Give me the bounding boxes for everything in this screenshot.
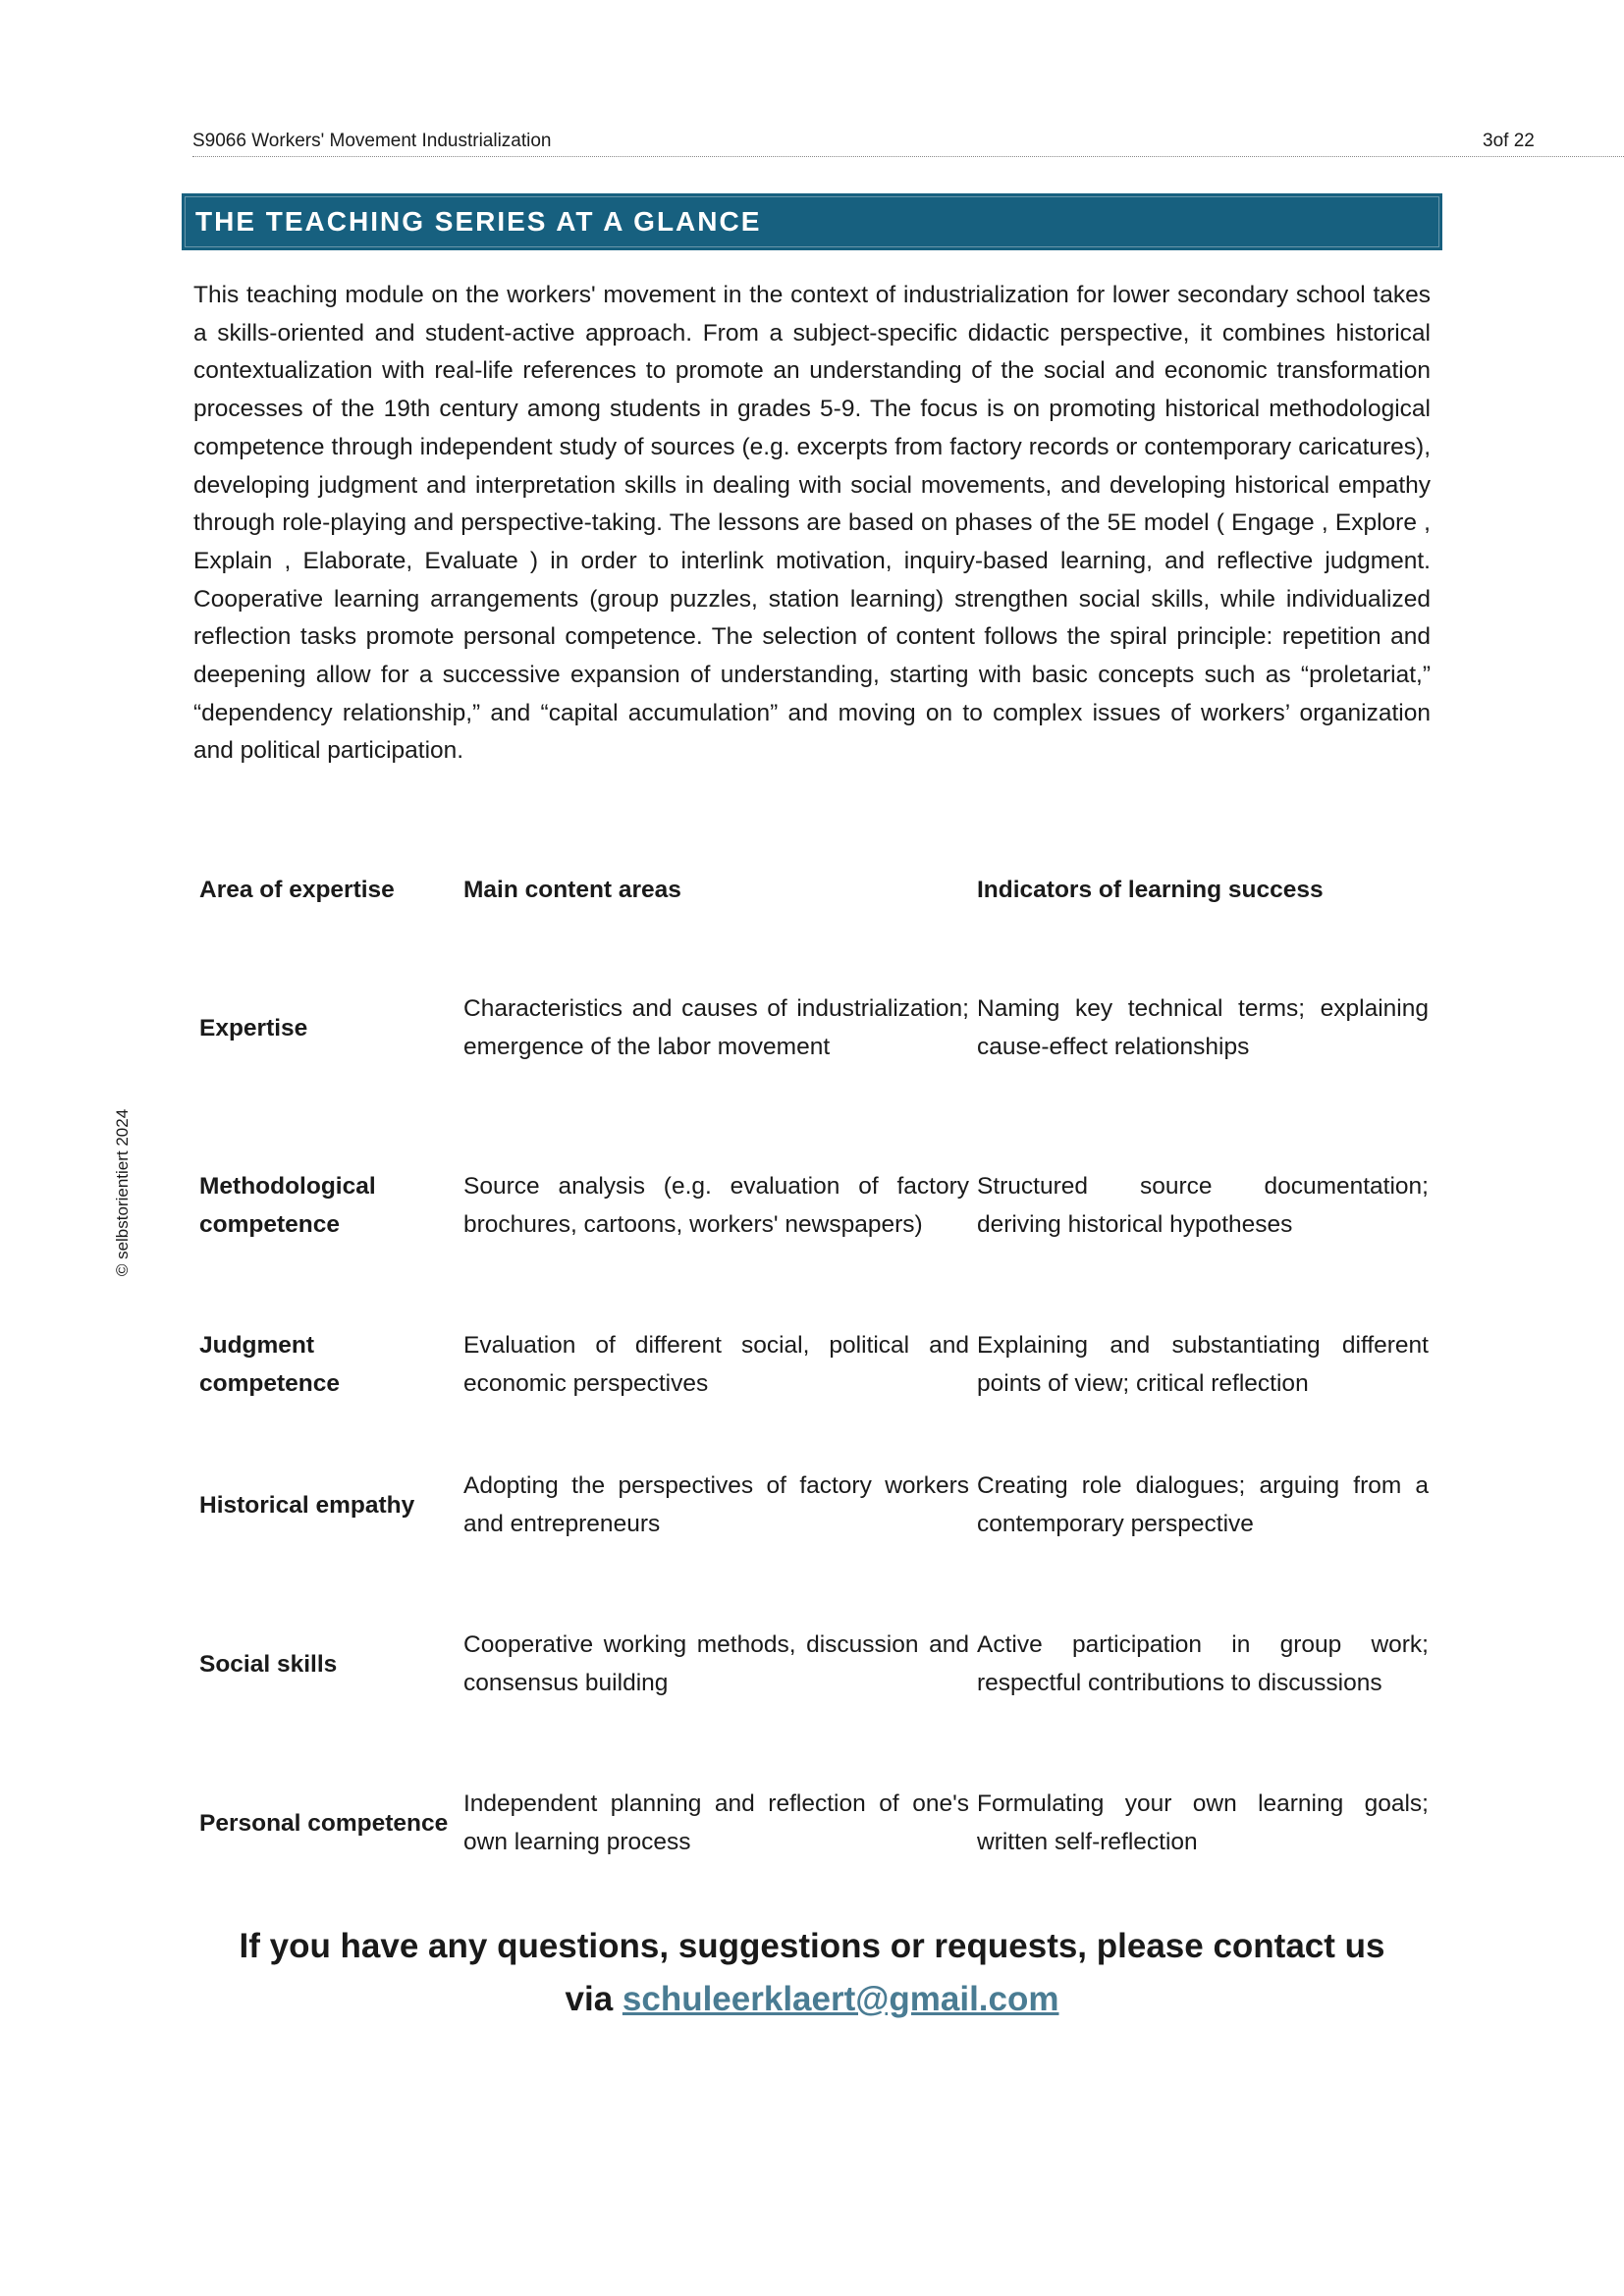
row-indicators-text: Explaining and substantiating different points of view; critical reflection — [977, 1332, 1429, 1397]
table-row — [193, 1468, 1431, 1544]
row-content-text: Characteristics and causes of industrialization; emergence of the labor movement — [463, 995, 969, 1060]
row-content-text: Source analysis (e.g. evaluation of factory brochures, cartoons, workers' newspapers) — [463, 1173, 969, 1238]
row-area-label: Methodological competence — [199, 1173, 376, 1238]
contact-callout — [147, 1920, 1477, 2026]
copyright-note: © selbstorientiert 2024 — [113, 1108, 132, 1277]
row-indicators-text: Active participation in group work; respectful contributions to discussions — [977, 1631, 1429, 1696]
row-indicators-text: Naming key technical terms; explaining cause-effect relationships — [977, 995, 1429, 1060]
row-indicators-text: Creating role dialogues; arguing from a contemporary perspective — [977, 1472, 1429, 1537]
row-area-label: Personal competence — [199, 1809, 449, 1837]
section-title: THE TEACHING SERIES AT A GLANCE — [185, 196, 1439, 247]
table-row — [193, 1327, 1431, 1404]
contact-prefix: via — [565, 1980, 614, 2018]
row-content-text: Evaluation of different social, political and economic perspectives — [463, 1332, 969, 1397]
contact-line: If you have any questions, suggestions or requests, please contact us — [239, 1927, 1385, 1965]
table-header-row — [193, 872, 1431, 921]
page-number: 3of 22 — [1483, 131, 1535, 151]
contact-email-line — [147, 1973, 1477, 2026]
table-row — [193, 1608, 1431, 1722]
intro-paragraph: This teaching module on the workers' movement in the context of industrialization for lower secondary school takes a skills-oriented and student-active approach. From a subject-specific didactic perspective, it combines historical contextualization with real-life references to promote an understanding of the social and economic transformation processes of the 19th century among students in grades 5-9. The focus is on promoting historical methodological competence through independent study of sources (e.g. excerpts from factory records or contemporary caricatures), developing judgment and interpretation skills in dealing with social movements, and developing historical empathy through role-playing and perspective-taking. The lessons are based on phases of the 5E model ( Engage , Explore , Explain , Elaborate, Evaluate ) in order to interlink motivation, inquiry-based learning, and reflective judgment. Cooperative learning arrangements (group puzzles, station learning) strengthen social skills, while individualized reflection tasks promote personal competence. The selection of content follows the spiral principle: repetition and deepening allow for a successive expansion of understanding, starting with basic concepts such as “proletariat,” “dependency relationship,” and “capital accumulation” and moving on to complex issues of workers’ organization and political participation. — [193, 282, 1431, 765]
document-title: S9066 Workers' Movement Industrialization — [192, 131, 552, 151]
page-header — [192, 127, 1624, 157]
column-header-area: Area of expertise — [199, 877, 395, 903]
row-area-label: Expertise — [199, 1014, 308, 1041]
row-content-text: Adopting the perspectives of factory workers and entrepreneurs — [463, 1472, 969, 1537]
row-content-text: Independent planning and reflection of one's own learning process — [463, 1790, 969, 1855]
row-area-label: Judgment competence — [199, 1332, 340, 1397]
row-area-label: Historical empathy — [199, 1491, 415, 1519]
row-indicators-text: Structured source documentation; deriving historical hypotheses — [977, 1173, 1429, 1238]
column-header-content: Main content areas — [463, 877, 681, 903]
table-row — [193, 1786, 1431, 1862]
table-row — [193, 972, 1431, 1086]
table-row — [193, 1149, 1431, 1263]
section-banner — [182, 193, 1442, 250]
row-area-label: Social skills — [199, 1650, 338, 1678]
contact-email-link[interactable]: schuleerklaert@gmail.com — [622, 1980, 1059, 2018]
row-indicators-text: Formulating your own learning goals; written self-reflection — [977, 1790, 1429, 1855]
column-header-indicators: Indicators of learning success — [977, 877, 1324, 903]
row-content-text: Cooperative working methods, discussion and consensus building — [463, 1631, 969, 1696]
